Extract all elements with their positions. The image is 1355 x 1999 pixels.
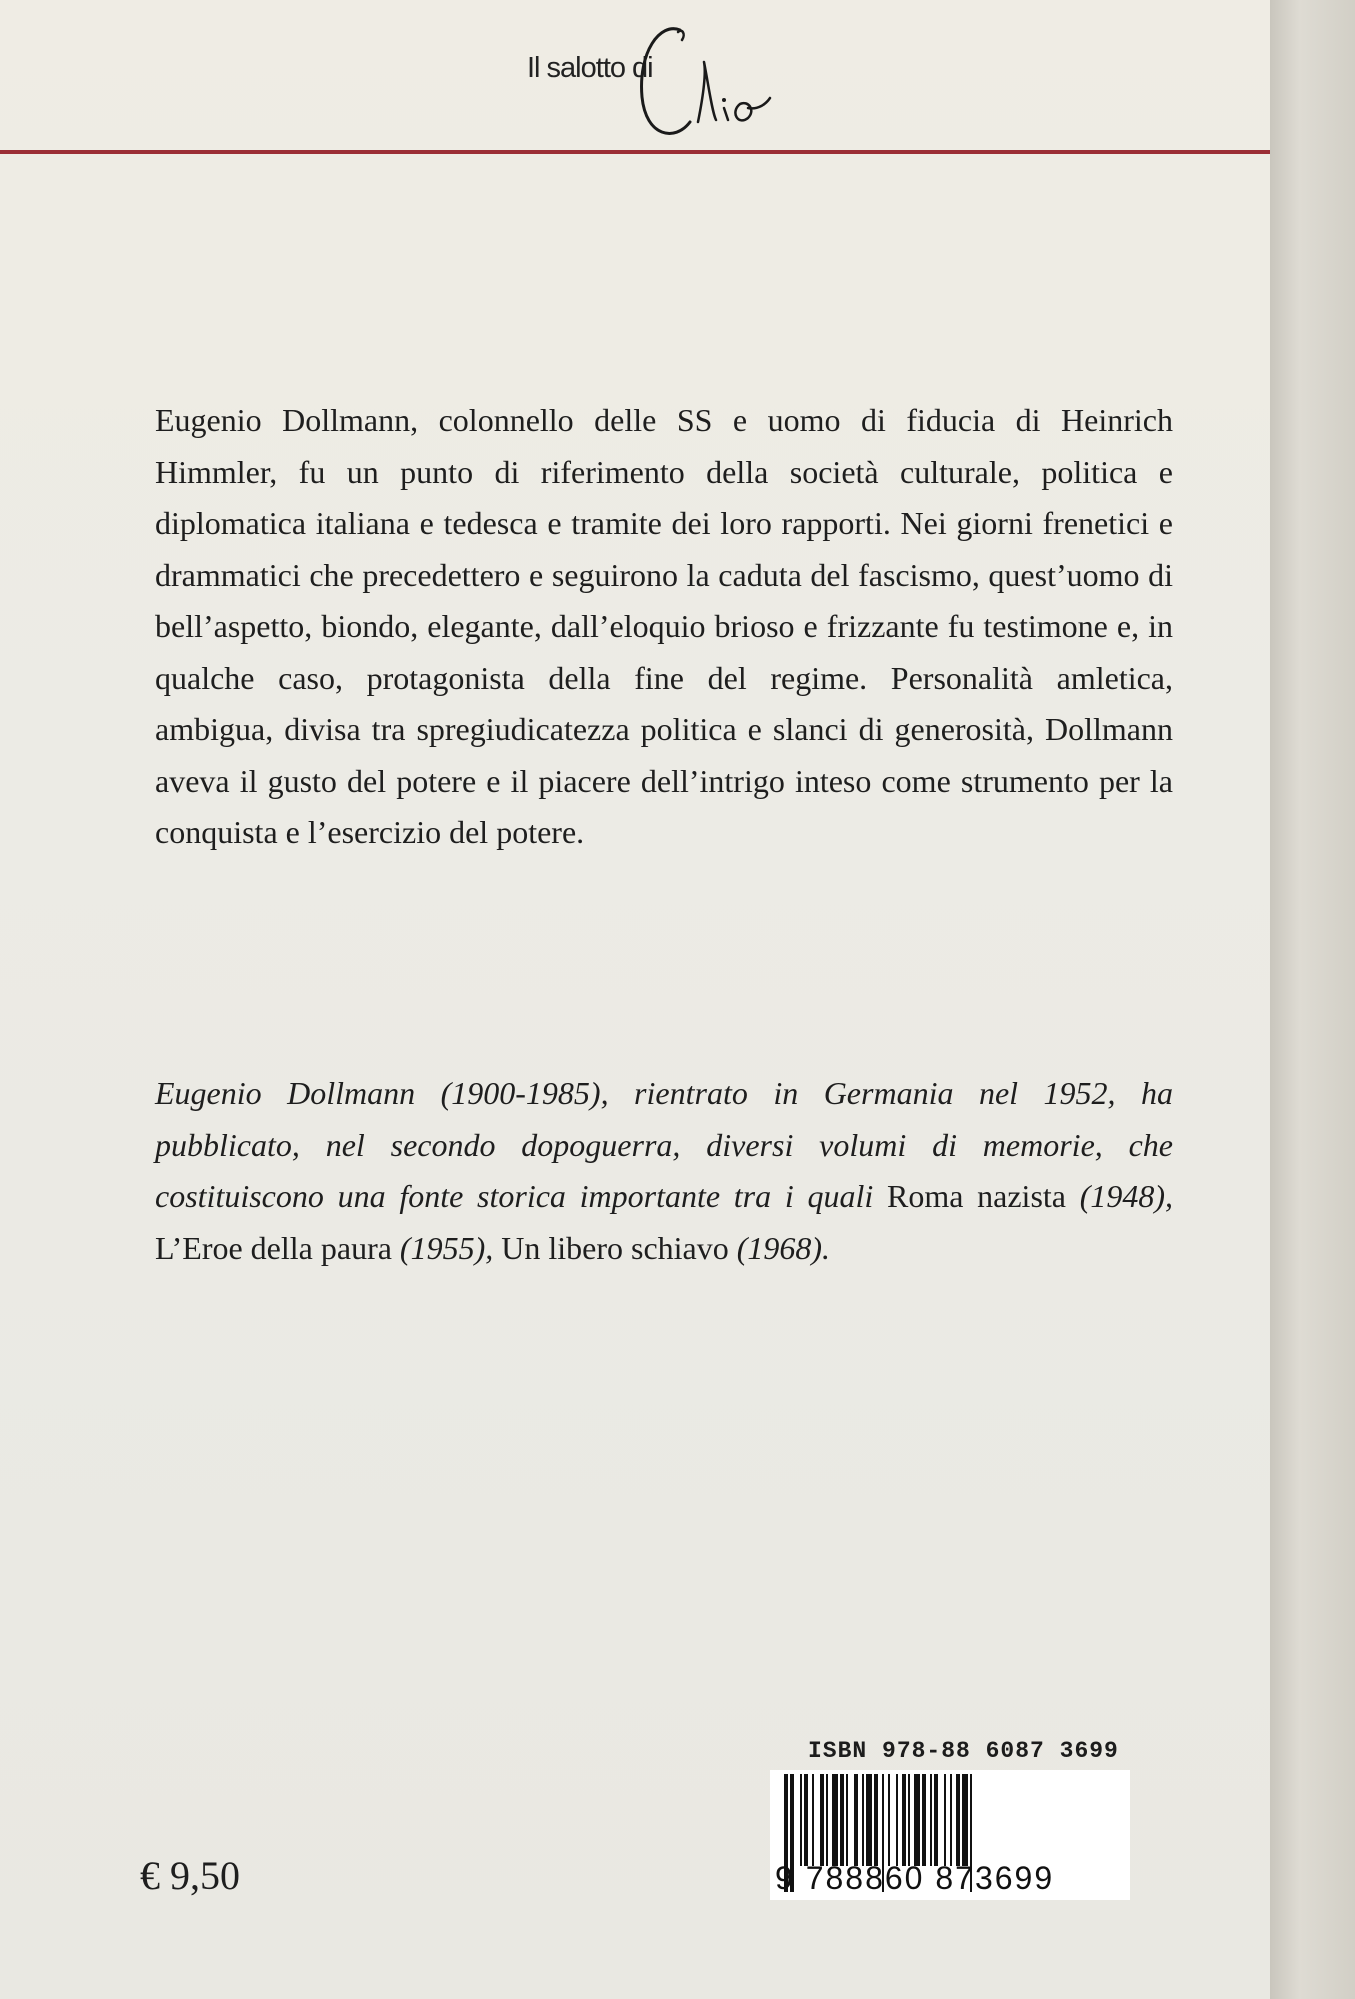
blurb-paragraph: Eugenio Dollmann, colonnello delle SS e uomo di fiducia di Heinrich Himmler, fu un punto di riferimento della società culturale, politica e diplomatica italiana e tedesca e tramite dei loro rapporti. Nei giorni frenetici e drammatici che precedettero e seguirono la caduta del fascismo, quest’uomo di bell’aspetto, biondo, elegante, dall’eloquio brioso e frizzante fu testimone e, in qualche caso, protagonista della fine del regime. Personalità amletica, ambigua, divisa tra spregiudicatezza politica e slanci di generosità, Dollmann aveva il gusto del potere e il piacere dell’intrigo inteso come strumento per la conquista e l’esercizio del potere. [155,402,1173,850]
isbn-label: ISBN 978-88 6087 3699 [808,1738,1119,1764]
clio-logo-icon [620,12,790,152]
header-rule [0,150,1270,154]
book-title-3: Un libero schiavo [501,1229,729,1266]
book-year-2: (1955), [399,1229,494,1266]
author-bio [155,1068,1173,1274]
price-label: € 9,50 [140,1853,240,1898]
ean-number: 9 788860 873699 [775,1860,1055,1896]
page-edge [1270,0,1355,1999]
bio-intro: Eugenio Dollmann (1900-1985), rientrato in Germania nel 1952, ha pubblicato, nel secondo dopoguerra, diversi volumi di memorie, che costituiscono una fonte storica importante tra i quali [155,1075,1173,1214]
series-name: Il salotto di [527,52,653,84]
series-header [0,0,1270,160]
book-title-1: Roma nazista [886,1178,1066,1214]
book-year-3: (1968). [736,1229,831,1266]
book-year-1: (1948), [1079,1178,1174,1214]
book-title-2: L’Eroe della paura [155,1229,392,1266]
